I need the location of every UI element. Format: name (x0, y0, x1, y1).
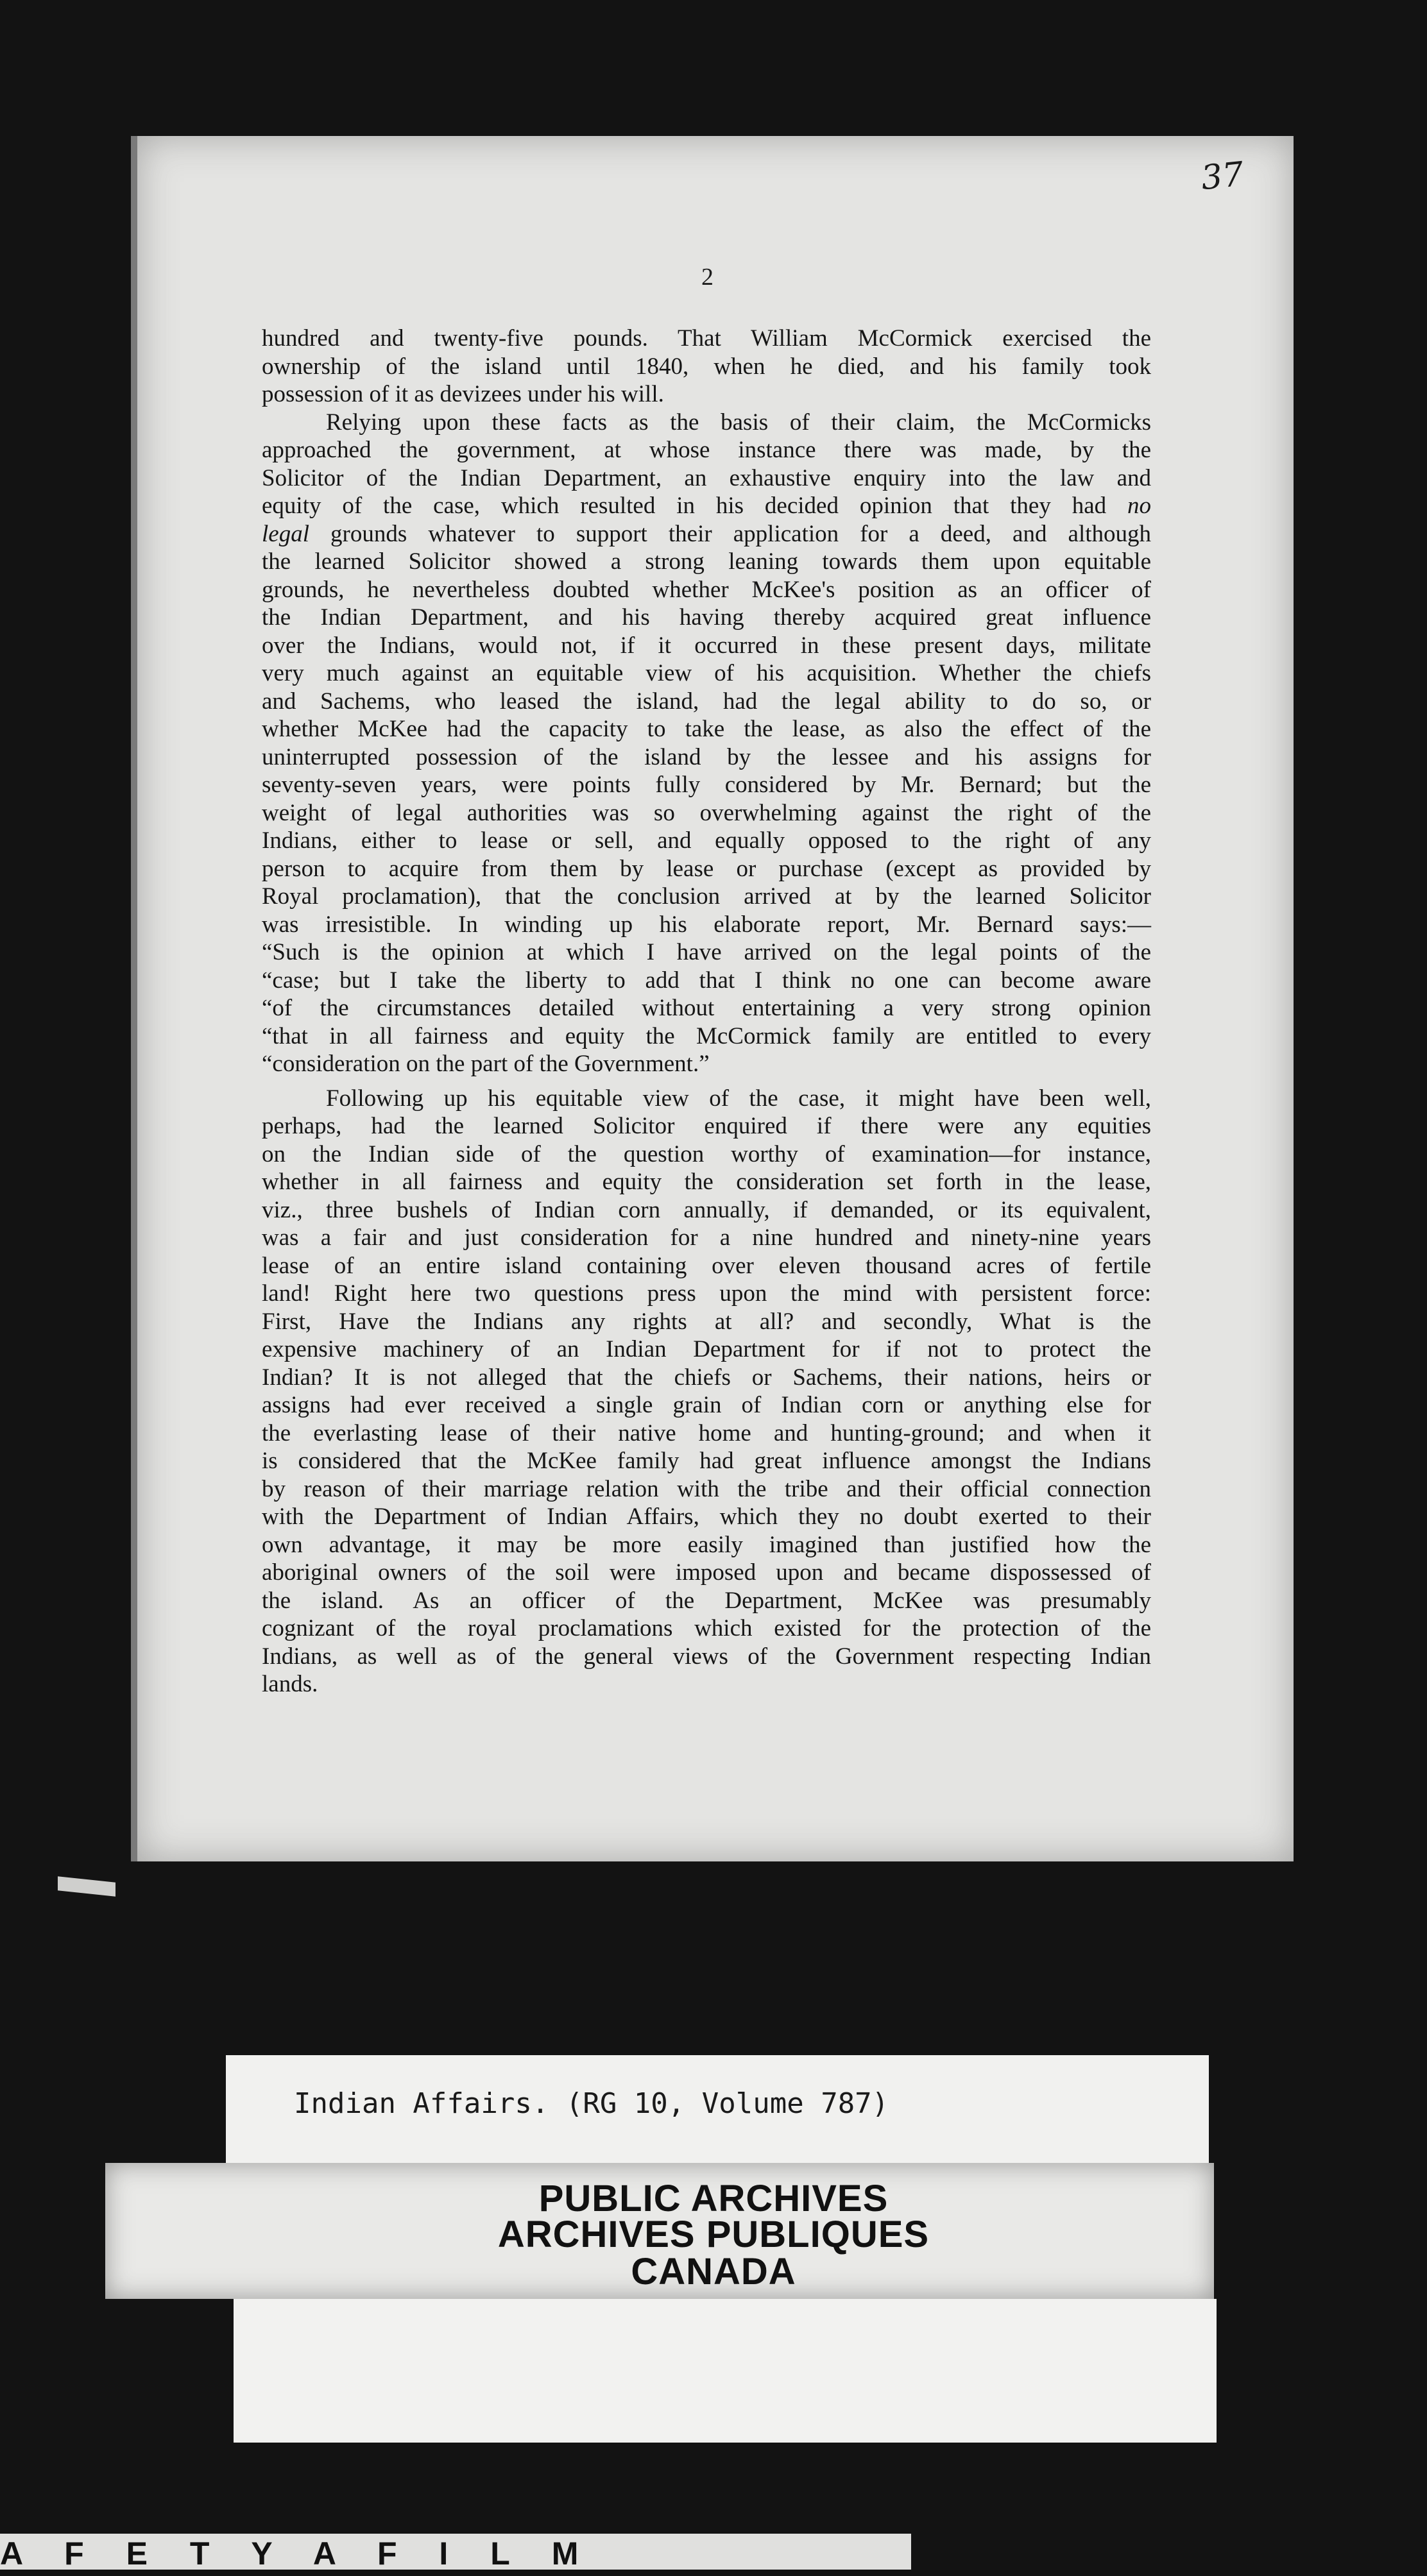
text-line: lands. (262, 1671, 318, 1697)
text-line: Indian? It is not alleged that the chiefs or Sachems, their nations, heirs or (262, 1364, 1151, 1391)
text-line: Royal proclamation), that the conclusion arrived at by the learned Solicitor (262, 883, 1151, 910)
text-line: approached the government, at whose instance there was made, by the (262, 437, 1151, 463)
line-text: equity of the case, which resulted in his decided opinion that they had (262, 493, 1107, 519)
italic-word: legal (262, 520, 309, 547)
text-line: uninterrupted possession of the island by the lessee and his assigns for (262, 743, 1151, 770)
text-line: Indians, as well as of the general views of the Government respecting Indian (262, 1643, 1151, 1670)
text-line: on the Indian side of the question worthy of examination—for instance, (262, 1140, 1151, 1167)
text-line: grounds, he nevertheless doubted whether McKee's position as an officer of (262, 576, 1151, 603)
archives-country: CANADA (631, 2251, 796, 2292)
text-line: over the Indians, would not, if it occurred in these present days, militate (262, 632, 1151, 659)
text-line (262, 492, 1151, 520)
archives-name-english: PUBLIC ARCHIVES (538, 2178, 889, 2219)
archives-name-french: ARCHIVES PUBLIQUES (497, 2214, 930, 2255)
text-line: the island. As an officer of the Department, McKee was presumably (262, 1587, 1151, 1614)
film-edge-text: A F E T Y A F I L M (0, 2536, 595, 2572)
text-line: weight of legal authorities was so overwhelming against the right of the (262, 799, 1151, 826)
text-line: Following up his equitable view of the case, it might have been well, (326, 1085, 1151, 1112)
text-line: First, Have the Indians any rights at all? and secondly, What is the (262, 1308, 1151, 1335)
body-text (262, 325, 1151, 1699)
text-line: viz., three bushels of Indian corn annually, if demanded, or its equivalent, (262, 1196, 1151, 1223)
italic-word: no (1127, 493, 1152, 519)
text-line: was irresistible. In winding up his elaborate report, Mr. Bernard says:— (262, 911, 1151, 938)
text-line: hundred and twenty-five pounds. That William McCormick exercised the (262, 325, 1151, 352)
quote-line: “case; but I take the liberty to add that I think no one can become aware (262, 967, 1151, 994)
text-line: ownership of the island until 1840, when he died, and his family took (262, 353, 1151, 380)
paper-scrap (58, 1876, 115, 1896)
paragraph-3 (262, 1085, 1151, 1699)
paragraph-2 (262, 409, 1151, 1078)
paragraph-1 (262, 325, 1151, 409)
text-line: is considered that the McKee family had great influence amongst the Indians (262, 1448, 1151, 1474)
text-line: whether in all fairness and equity the consideration set forth in the lease, (262, 1169, 1151, 1195)
text-line: Relying upon these facts as the basis of their claim, the McCormicks (326, 409, 1151, 436)
text-line: cognizant of the royal proclamations which existed for the protection of the (262, 1615, 1151, 1641)
text-line: Solicitor of the Indian Department, an exhaustive enquiry into the law and (262, 464, 1151, 491)
record-group-label: Indian Affairs. (RG 10, Volume 787) (294, 2087, 889, 2120)
quote-line: “Such is the opinion at which I have arrived on the legal points of the (262, 939, 1151, 965)
text-line: aboriginal owners of the soil were imposed upon and became dispossessed of (262, 1559, 1151, 1586)
text-line: possession of it as devizees under his will. (262, 381, 664, 407)
text-line: assigns had ever received a single grain of Indian corn or anything else for (262, 1392, 1151, 1418)
text-line: was a fair and just consideration for a nine hundred and ninety-nine years (262, 1224, 1151, 1251)
text-line: and Sachems, who leased the island, had the legal ability to do so, or (262, 688, 1151, 715)
text-line: with the Department of Indian Affairs, which they no doubt exerted to their (262, 1504, 1151, 1530)
folio-number: 37 (1199, 155, 1246, 198)
text-line: person to acquire from them by lease or purchase (except as provided by (262, 855, 1151, 882)
text-line: own advantage, it may be more easily imagined than justified how the (262, 1531, 1151, 1558)
text-line: lease of an entire island containing over eleven thousand acres of fertile (262, 1252, 1151, 1279)
quote-line: “that in all fairness and equity the McCormick family are entitled to every (262, 1022, 1151, 1049)
archive-label-bottom (234, 2299, 1217, 2443)
text-line: Indians, either to lease or sell, and equally opposed to the right of any (262, 827, 1151, 854)
text-line: seventy-seven years, were points fully considered by Mr. Bernard; but the (262, 772, 1151, 798)
paragraph-gap (262, 1078, 1151, 1085)
text-line: expensive machinery of an Indian Department for if not to protect the (262, 1336, 1151, 1362)
text-line: by reason of their marriage relation with the tribe and their official connection (262, 1475, 1151, 1502)
line-text: grounds whatever to support their application for a deed, and although (330, 520, 1151, 547)
text-line (262, 520, 1151, 548)
text-line: very much against an equitable view of his acquisition. Whether the chiefs (262, 660, 1151, 686)
text-line: the learned Solicitor showed a strong leaning towards them upon equitable (262, 548, 1151, 575)
text-line: the Indian Department, and his having thereby acquired great influence (262, 604, 1151, 631)
quote-line: “consideration on the part of the Government.” (262, 1051, 710, 1077)
text-line: land! Right here two questions press upon the mind with persistent force: (262, 1280, 1151, 1307)
text-line: the everlasting lease of their native home and hunting-ground; and when it (262, 1419, 1151, 1446)
text-line: whether McKee had the capacity to take the lease, as also the effect of the (262, 716, 1151, 742)
quote-line: “of the circumstances detailed without entertaining a very strong opinion (262, 995, 1151, 1021)
page-number: 2 (701, 264, 714, 291)
text-line: perhaps, had the learned Solicitor enquired if there were any equities (262, 1113, 1151, 1139)
